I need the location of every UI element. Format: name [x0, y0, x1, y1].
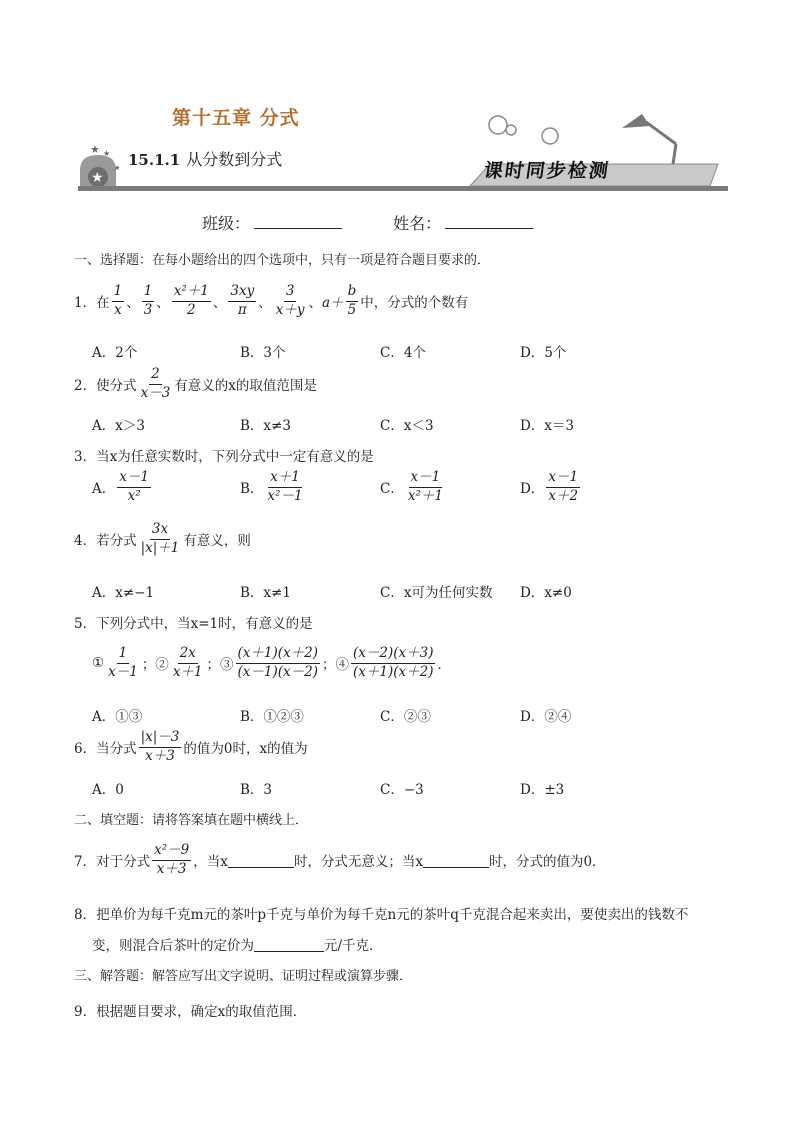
chapter-title: 第十五章 分式 [172, 107, 300, 129]
q5-option-d[interactable]: D．②④ [520, 709, 572, 725]
separator: 、 [308, 295, 322, 312]
q7-blank-2[interactable] [423, 853, 489, 868]
q2-fraction: $\frac{2}{x-3}$ [140, 366, 171, 401]
q8-blank[interactable] [254, 937, 324, 952]
name-label: 姓名： [393, 214, 442, 233]
q2-option-b[interactable]: B．x≠3 [240, 418, 291, 434]
q3-fraction-a: $\frac{x-1}{\text{x²}}$ [119, 469, 149, 504]
q3-option-c[interactable]: C． $\frac{x-1}{\text{x²＋1}}$ [380, 469, 443, 504]
q7-text-3: 时，分式的值为0． [488, 854, 606, 871]
separator: 、 [126, 295, 140, 312]
question-2 [74, 367, 317, 401]
q4-stem: 4．若分式 [74, 533, 137, 550]
class-field[interactable] [254, 228, 342, 229]
part2-heading: 二、填空题：请将答案填在题中横线上． [74, 813, 309, 828]
q3-option-a[interactable]: A． $\frac{x-1}{\text{x²}}$ [92, 469, 149, 504]
q2-stem-end: 有意义的x的取值范围是 [174, 378, 317, 395]
part1-heading: 一、选择题：在每小题给出的四个选项中，只有一项是符合题目要求的． [74, 253, 491, 268]
q5-fraction-2: $\frac{2x}{x+1}$ [172, 645, 203, 680]
question-8-line-2 [92, 934, 383, 954]
svg-text:★: ★ [114, 164, 121, 172]
q4-stem-end: 有意义，则 [183, 533, 251, 550]
q6-option-a[interactable]: A．0 [92, 782, 124, 798]
q1-fraction-6: $\frac{b}{5}$ [347, 283, 357, 318]
student-info [202, 211, 533, 234]
part3-heading: 三、解答题：解答应写出文字说明、证明过程或演算步骤． [74, 969, 413, 984]
q3-fraction-d: $\frac{x-1}{x+2}$ [548, 469, 579, 504]
q5-fraction-4: $\frac{(x-2)(x+3)}{(x+1)(x+2)}$ [353, 645, 434, 680]
q4-option-c[interactable]: C．x可为任何实数 [380, 585, 493, 601]
q4-option-b[interactable]: B．x≠1 [240, 585, 291, 601]
q1-fraction-5: $\frac{3}{x+y}$ [275, 283, 305, 318]
q1-option-b[interactable]: B．3个 [240, 345, 286, 361]
question-3: 3．当x为任意实数时，下列分式中一定有意义的是 [74, 449, 374, 465]
q6-fraction: $\frac{|x|-3}{x+3}$ [140, 729, 180, 764]
question-6 [74, 730, 308, 764]
q1-option-d[interactable]: D．5个 [520, 345, 567, 361]
question-4 [74, 522, 251, 556]
q1-stem: 1．在 [74, 295, 110, 312]
q3-fraction-b: $\frac{x+1}{\text{x²－1}}$ [267, 469, 303, 504]
q4-option-a[interactable]: A．x≠−1 [92, 585, 155, 601]
section-number: 15.1.1 [128, 151, 181, 169]
q1-option-a[interactable]: A．2个 [92, 345, 138, 361]
q3-option-b[interactable]: B． $\frac{x+1}{\text{x²－1}}$ [240, 469, 303, 504]
q1-expr-6: a＋ [322, 295, 344, 312]
question-1 [74, 284, 468, 318]
name-field[interactable] [445, 228, 533, 229]
q7-blank-1[interactable] [228, 853, 294, 868]
q5-option-a[interactable]: A．①③ [92, 709, 143, 725]
q6-stem: 6．当分式 [74, 741, 137, 758]
class-label: 班级： [202, 214, 251, 233]
q1-fraction-1: $\frac{1}{x}$ [113, 283, 123, 318]
q5-fraction-1: $\frac{1}{x-1}$ [108, 645, 138, 680]
q8-text-1: 变，则混合后茶叶的定价为 [92, 938, 254, 954]
q1-fraction-4: $\frac{3xy}{\pi}$ [230, 283, 255, 318]
q6-option-c[interactable]: C．−3 [380, 782, 424, 798]
question-7 [74, 843, 606, 877]
question-9: 9．根据题目要求，确定x的取值范围． [74, 1004, 307, 1020]
q1-fraction-3: $\frac{\text{x²＋1}}{2}$ [173, 283, 209, 318]
banner-text: 课时同步检测 [482, 160, 612, 182]
svg-text:★: ★ [103, 149, 111, 158]
separator: 、 [258, 295, 272, 312]
q6-option-b[interactable]: B．3 [240, 782, 273, 798]
q7-fraction: $\frac{\text{x²－9}}{x+3}$ [154, 842, 190, 877]
q7-text-1: ，当x [193, 854, 228, 871]
q5-option-b[interactable]: B．①②③ [240, 709, 304, 725]
question-5: 5．下列分式中，当x=1时，有意义的是 [74, 616, 313, 632]
separator: 、 [156, 295, 170, 312]
q1-fraction-2: $\frac{1}{3}$ [143, 283, 153, 318]
section-title: 从分数到分式 [186, 150, 283, 169]
q7-text-2: 时，分式无意义；当x [293, 854, 423, 871]
q5-expressions: ① $\frac{1}{x-1}$ ；② $\frac{2x}{x+1}$ ；③ $\frac{(x+1)(x+2)}{(x-1)(x-2)}$ ；④ $\frac{(x-2)(x+3)}{(x+1)(x+2)}$ ． [92, 645, 451, 680]
q4-option-d[interactable]: D．x≠0 [520, 585, 572, 601]
svg-text:★: ★ [91, 170, 104, 186]
svg-text:★: ★ [90, 143, 100, 156]
q3-option-d[interactable]: D． $\frac{x-1}{x+2}$ [520, 469, 579, 504]
q1-stem-end: 中，分式的个数有 [360, 295, 469, 312]
q2-option-d[interactable]: D．x＝3 [520, 418, 575, 434]
q8-text-2: 元/千克． [324, 938, 383, 954]
q5-fraction-3: $\frac{(x+1)(x+2)}{(x-1)(x-2)}$ [237, 645, 318, 680]
q2-stem: 2．使分式 [74, 378, 137, 395]
q4-fraction: $\frac{3x}{|x|+1}$ [140, 521, 180, 556]
question-8-line-1: 8．把单价为每千克m元的茶叶p千克与单价为每千克n元的茶叶q千克混合起来卖出，要使卖出的钱数不 [74, 907, 689, 923]
q3-fraction-c: $\frac{x-1}{\text{x²＋1}}$ [407, 469, 443, 504]
q7-stem: 7．对于分式 [74, 854, 151, 871]
separator: 、 [212, 295, 227, 312]
q6-stem-end: 的值为0时，x的值为 [183, 741, 308, 758]
section-heading [128, 147, 282, 170]
q1-option-c[interactable]: C．4个 [380, 345, 426, 361]
q5-option-c[interactable]: C．②③ [380, 709, 431, 725]
q6-option-d[interactable]: D．±3 [520, 782, 565, 798]
q2-option-a[interactable]: A．x＞3 [92, 418, 145, 434]
q2-option-c[interactable]: C．x＜3 [380, 418, 434, 434]
